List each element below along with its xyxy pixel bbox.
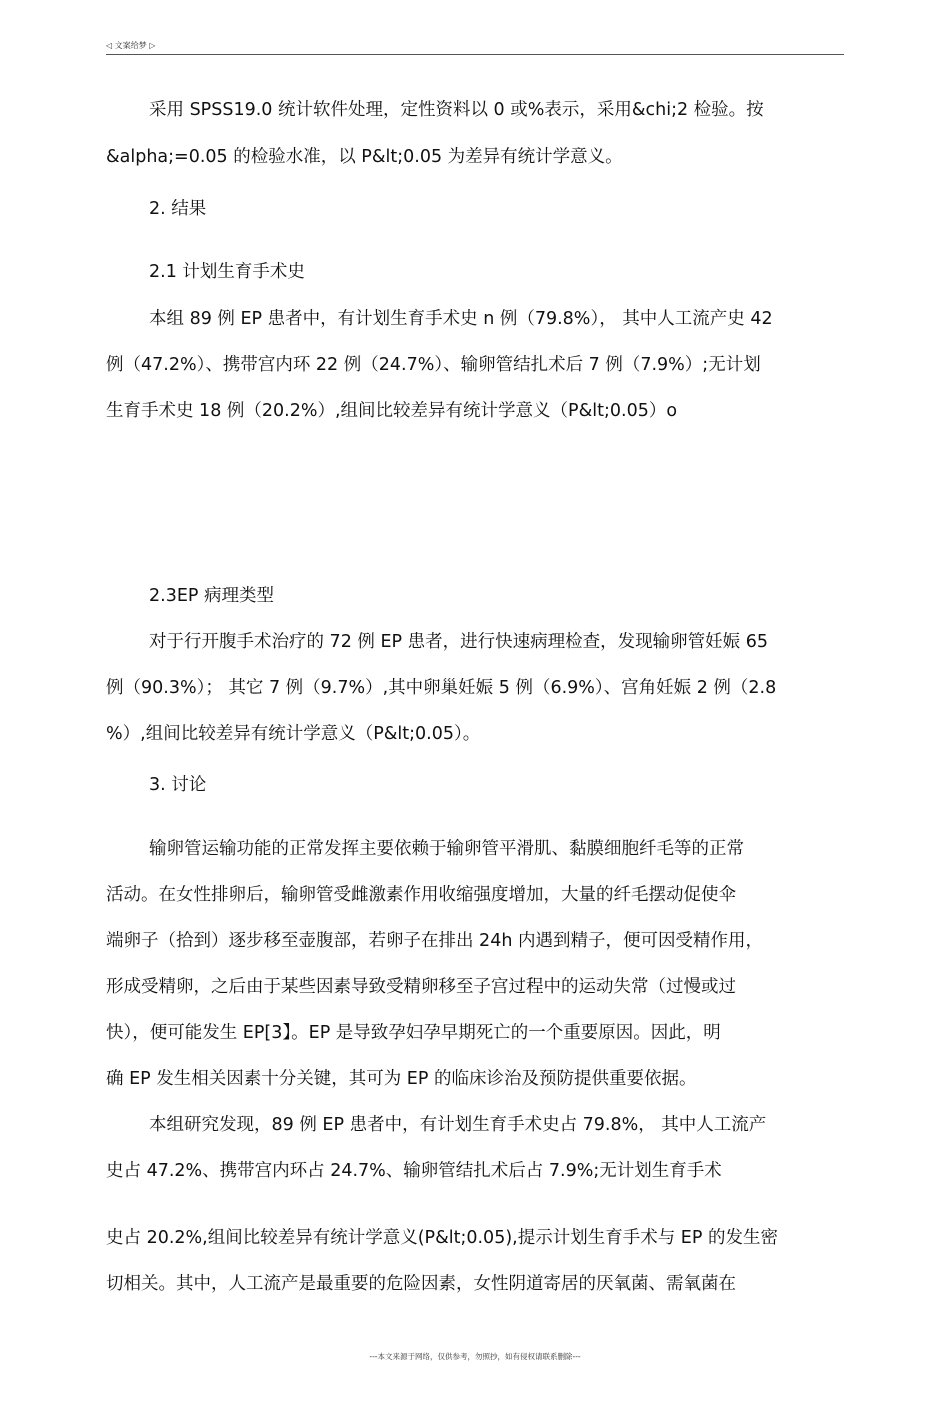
paragraph-line: 端卵子（拾到）逐步移至壶腹部，若卵子在排出 24h 内遇到精子，便可因受精作用， xyxy=(106,931,763,951)
paragraph-line: %）,组间比较差异有统计学意义（P&lt;0.05）。 xyxy=(106,724,481,744)
section-heading: 3. 讨论 xyxy=(149,775,207,795)
paragraph-line: 活动。在女性排卵后，输卵管受雌激素作用收缩强度增加，大量的纤毛摆动促使伞 xyxy=(106,885,736,905)
paragraph-line: 本组研究发现，89 例 EP 患者中，有计划生育手术史占 79.8%， 其中人工流产 xyxy=(149,1115,767,1135)
header-text: ◁ 文案给梦 ▷ xyxy=(106,41,156,50)
subsection-heading: 2.1 计划生育手术史 xyxy=(149,262,305,282)
paragraph-line: 采用 SPSS19.0 统计软件处理，定性资料以 0 或%表示，采用&chi;2 检验。按 xyxy=(149,100,764,120)
subsection-heading: 2.3EP 病理类型 xyxy=(149,586,275,606)
paragraph-line: 史占 20.2%,组间比较差异有统计学意义(P&lt;0.05),提示计划生育手术与 EP 的发生密 xyxy=(106,1228,778,1248)
section-heading: 2. 结果 xyxy=(149,199,207,219)
paragraph-line: 本组 89 例 EP 患者中，有计划生育手术史 n 例（79.8%）， 其中人工流产史 42 xyxy=(149,309,773,329)
paragraph-line: 例（90.3%）； 其它 7 例（9.7%）,其中卵巢妊娠 5 例（6.9%）、宫角妊娠 2 例（2.8 xyxy=(106,678,777,698)
paragraph-line: 史占 47.2%、携带宫内环占 24.7%、输卵管结扎术后占 7.9%;无计划生育手术 xyxy=(106,1161,722,1181)
paragraph-line: 切相关。其中，人工流产是最重要的危险因素，女性阴道寄居的厌氧菌、需氧菌在 xyxy=(106,1274,736,1294)
paragraph-line: 对于行开腹手术治疗的 72 例 EP 患者，进行快速病理检查，发现输卵管妊娠 65 xyxy=(149,632,768,652)
paragraph-line: 形成受精卵，之后由于某些因素导致受精卵移至子宫过程中的运动失常（过慢或过 xyxy=(106,977,736,997)
paragraph-line: 快），便可能发生 EP[3】。EP 是导致孕妇孕早期死亡的一个重要原因。因此，明 xyxy=(106,1023,721,1043)
page-footer: ---本文来源于网络，仅供参考，勿照抄，如有侵权请联系删除--- xyxy=(369,1352,581,1361)
paragraph-line: 例（47.2%）、携带宫内环 22 例（24.7%）、输卵管结扎术后 7 例（7.9%）;无计划 xyxy=(106,355,761,375)
paragraph-line: 输卵管运输功能的正常发挥主要依赖于输卵管平滑肌、黏膜细胞纤毛等的正常 xyxy=(149,839,744,859)
paragraph-line: 确 EP 发生相关因素十分关键，其可为 EP 的临床诊治及预防提供重要依据。 xyxy=(106,1069,697,1089)
paragraph-line: &alpha;=0.05 的检验水准，以 P&lt;0.05 为差异有统计学意义。 xyxy=(106,147,623,167)
page-header xyxy=(106,38,844,55)
paragraph-line: 生育手术史 18 例（20.2%）,组间比较差异有统计学意义（P&lt;0.05）o xyxy=(106,401,678,421)
